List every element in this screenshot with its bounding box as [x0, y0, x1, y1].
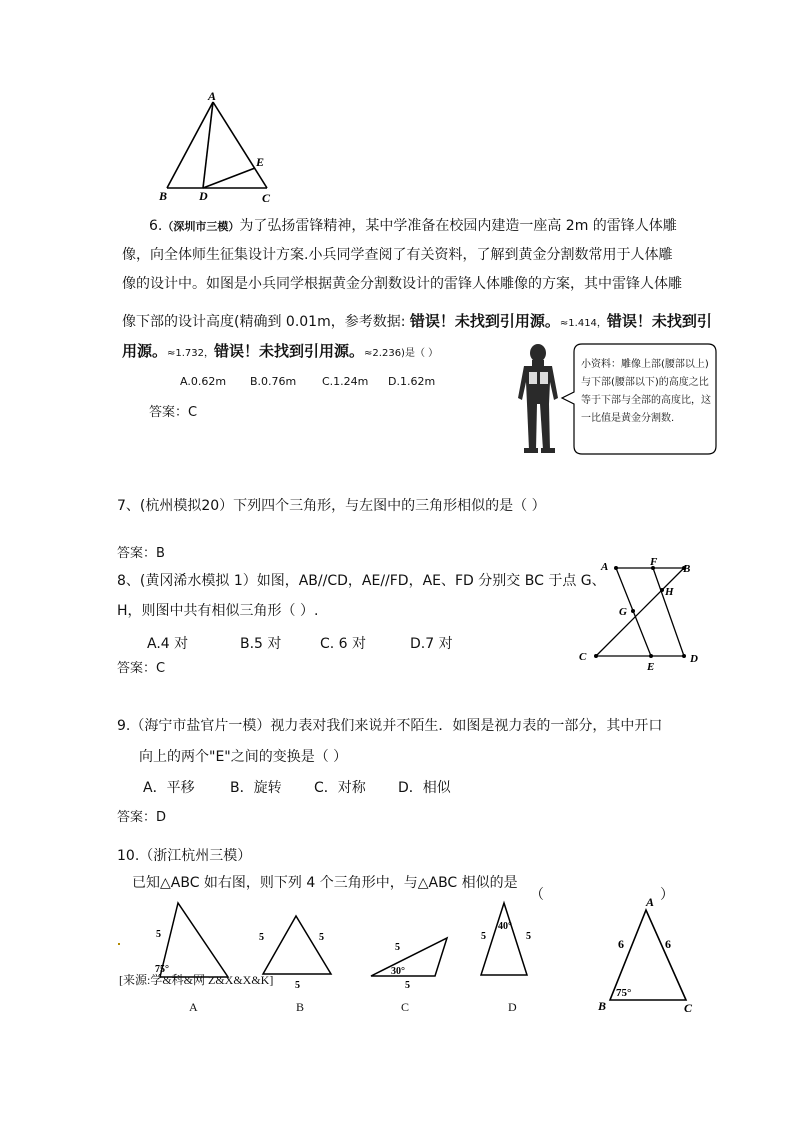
- triangle-abc-figure: [155, 90, 280, 205]
- q9-option-a: A．平移: [143, 780, 195, 796]
- q10-text: 已知△ABC 如右图，则下列 4 个三角形中，与△ABC 相似的是: [132, 875, 518, 891]
- ref-vertex-c: C: [684, 1001, 693, 1015]
- q6-line1: 6.（深圳市三模）为了弘扬雷锋精神，某中学准备在校园内建造一座高 2m 的雷锋人体雕: [149, 218, 677, 234]
- q9-answer: 答案：D: [117, 810, 167, 825]
- q6-source: （深圳市三模）: [162, 220, 240, 233]
- tri-label-d: D: [508, 1000, 517, 1014]
- tri-c-side-bottom: 5: [405, 980, 410, 991]
- q8-line2: H，则图中共有相似三角形（ ）.: [117, 603, 319, 619]
- q8-option-d: D.7 对: [410, 636, 453, 652]
- ref-error-2: 错误！未找到引: [606, 312, 712, 330]
- ref-vertex-b: B: [598, 999, 607, 1013]
- q9-option-c: C．对称: [314, 780, 366, 796]
- option-triangle-c: [365, 930, 455, 992]
- parallel-lines-figure: [574, 556, 704, 674]
- q9-option-d: D．相似: [398, 780, 451, 796]
- q6-line4: 像下部的设计高度(精确到 0.01m，参考数据: 错误！未找到引用源。≈1.414，错误！未找到引: [122, 312, 712, 330]
- note-text: 小资料：雕像上部(腰部以上)与下部(腰部以下)的高度之比等于下部与全部的高度比，这一比值是黄金分割数.: [581, 359, 711, 424]
- q6-option-c: C.1.24m: [322, 375, 369, 388]
- ref-error-1: 错误！未找到引用源。: [409, 312, 560, 330]
- q6-option-a: A.0.62m: [180, 375, 227, 388]
- ref-side-right: 6: [665, 937, 671, 951]
- q6-line5: 用源。≈1.732，错误！未找到引用源。≈2.236)是（ ）: [122, 342, 439, 360]
- q8-label-f: F: [650, 556, 658, 568]
- q6-answer: 答案：C: [149, 405, 198, 420]
- q8-option-c: C. 6 对: [320, 636, 367, 652]
- tri-c-side-top: 5: [395, 942, 400, 953]
- vertex-a-label: A: [208, 90, 217, 103]
- q8-option-a: A.4 对: [147, 636, 189, 652]
- q8-label-e: E: [647, 661, 655, 673]
- q8-option-b: B.5 对: [240, 636, 282, 652]
- q8-label-c: C: [579, 651, 587, 663]
- tri-label-b: B: [296, 1000, 305, 1014]
- source-tag: [来源:学&科&网 Z&X&X&K]: [119, 973, 274, 987]
- q8-label-a: A: [601, 561, 609, 573]
- q6-line2: 像，向全体师生征集设计方案.小兵同学查阅了有关资料，了解到黄金分割数常用于人体雕: [122, 247, 673, 263]
- tri-b-side-bottom: 5: [295, 980, 300, 990]
- q10-paren-open: （: [530, 887, 544, 903]
- option-triangle-d: [473, 897, 543, 983]
- tri-label-a: A: [189, 1000, 198, 1014]
- vertex-e-label: E: [256, 155, 265, 169]
- tri-b-side-right: 5: [319, 932, 324, 943]
- q8-label-h: H: [665, 586, 674, 598]
- tri-a-side-label: 5: [156, 929, 161, 940]
- tri-a-angle-label: 75°: [155, 964, 169, 975]
- q10-paren-close: ）: [660, 887, 674, 903]
- q7-text: 7、(杭州模拟20）下列四个三角形，与左图中的三角形相似的是（ ）: [117, 498, 546, 514]
- vertex-b-label: B: [159, 189, 168, 203]
- tri-label-c: C: [401, 1000, 410, 1014]
- stray-dot: [118, 943, 120, 945]
- tri-d-side-right: 5: [526, 931, 531, 942]
- q8-answer: 答案：C: [117, 661, 166, 676]
- vertex-d-label: D: [199, 189, 208, 203]
- option-triangle-b: [255, 910, 345, 990]
- q6-line3: 像的设计中。如图是小兵同学根据黄金分割数设计的雷锋人体雕像的方案，其中雷锋人体雕: [122, 276, 682, 292]
- q9-line1: 9.（海宁市盐官片一模）视力表对我们来说并不陌生．如图是视力表的一部分，其中开口: [117, 718, 663, 734]
- ref-error-3: 错误！未找到引用源。: [214, 342, 365, 360]
- q6-option-d: D.1.62m: [388, 375, 436, 388]
- vertex-c-label: C: [262, 191, 271, 205]
- ref-vertex-a: A: [646, 895, 655, 909]
- ref-side-left: 6: [618, 937, 624, 951]
- tri-d-angle-label: 40°: [498, 921, 512, 932]
- q8-line1: 8、(黄冈浠水模拟 1）如图，AB//CD，AE//FD，AE、FD 分别交 BC 于点 G、: [117, 573, 606, 589]
- q7-answer: 答案：B: [117, 546, 165, 561]
- tri-d-side-left: 5: [481, 931, 486, 942]
- tri-c-angle-label: 30°: [391, 966, 405, 977]
- q10-title: 10.（浙江杭州三模）: [117, 848, 252, 864]
- reference-triangle-abc: [590, 892, 700, 1022]
- q8-label-d: D: [690, 653, 698, 665]
- q6-option-b: B.0.76m: [250, 375, 297, 388]
- q8-label-b: B: [683, 563, 691, 575]
- ref-angle-label: 75°: [616, 987, 632, 999]
- q8-label-g: G: [619, 606, 627, 618]
- tri-b-side-left: 5: [259, 932, 264, 943]
- q9-option-b: B．旋转: [230, 780, 282, 796]
- q9-line2: 向上的两个"E"之间的变换是（ ）: [139, 749, 348, 765]
